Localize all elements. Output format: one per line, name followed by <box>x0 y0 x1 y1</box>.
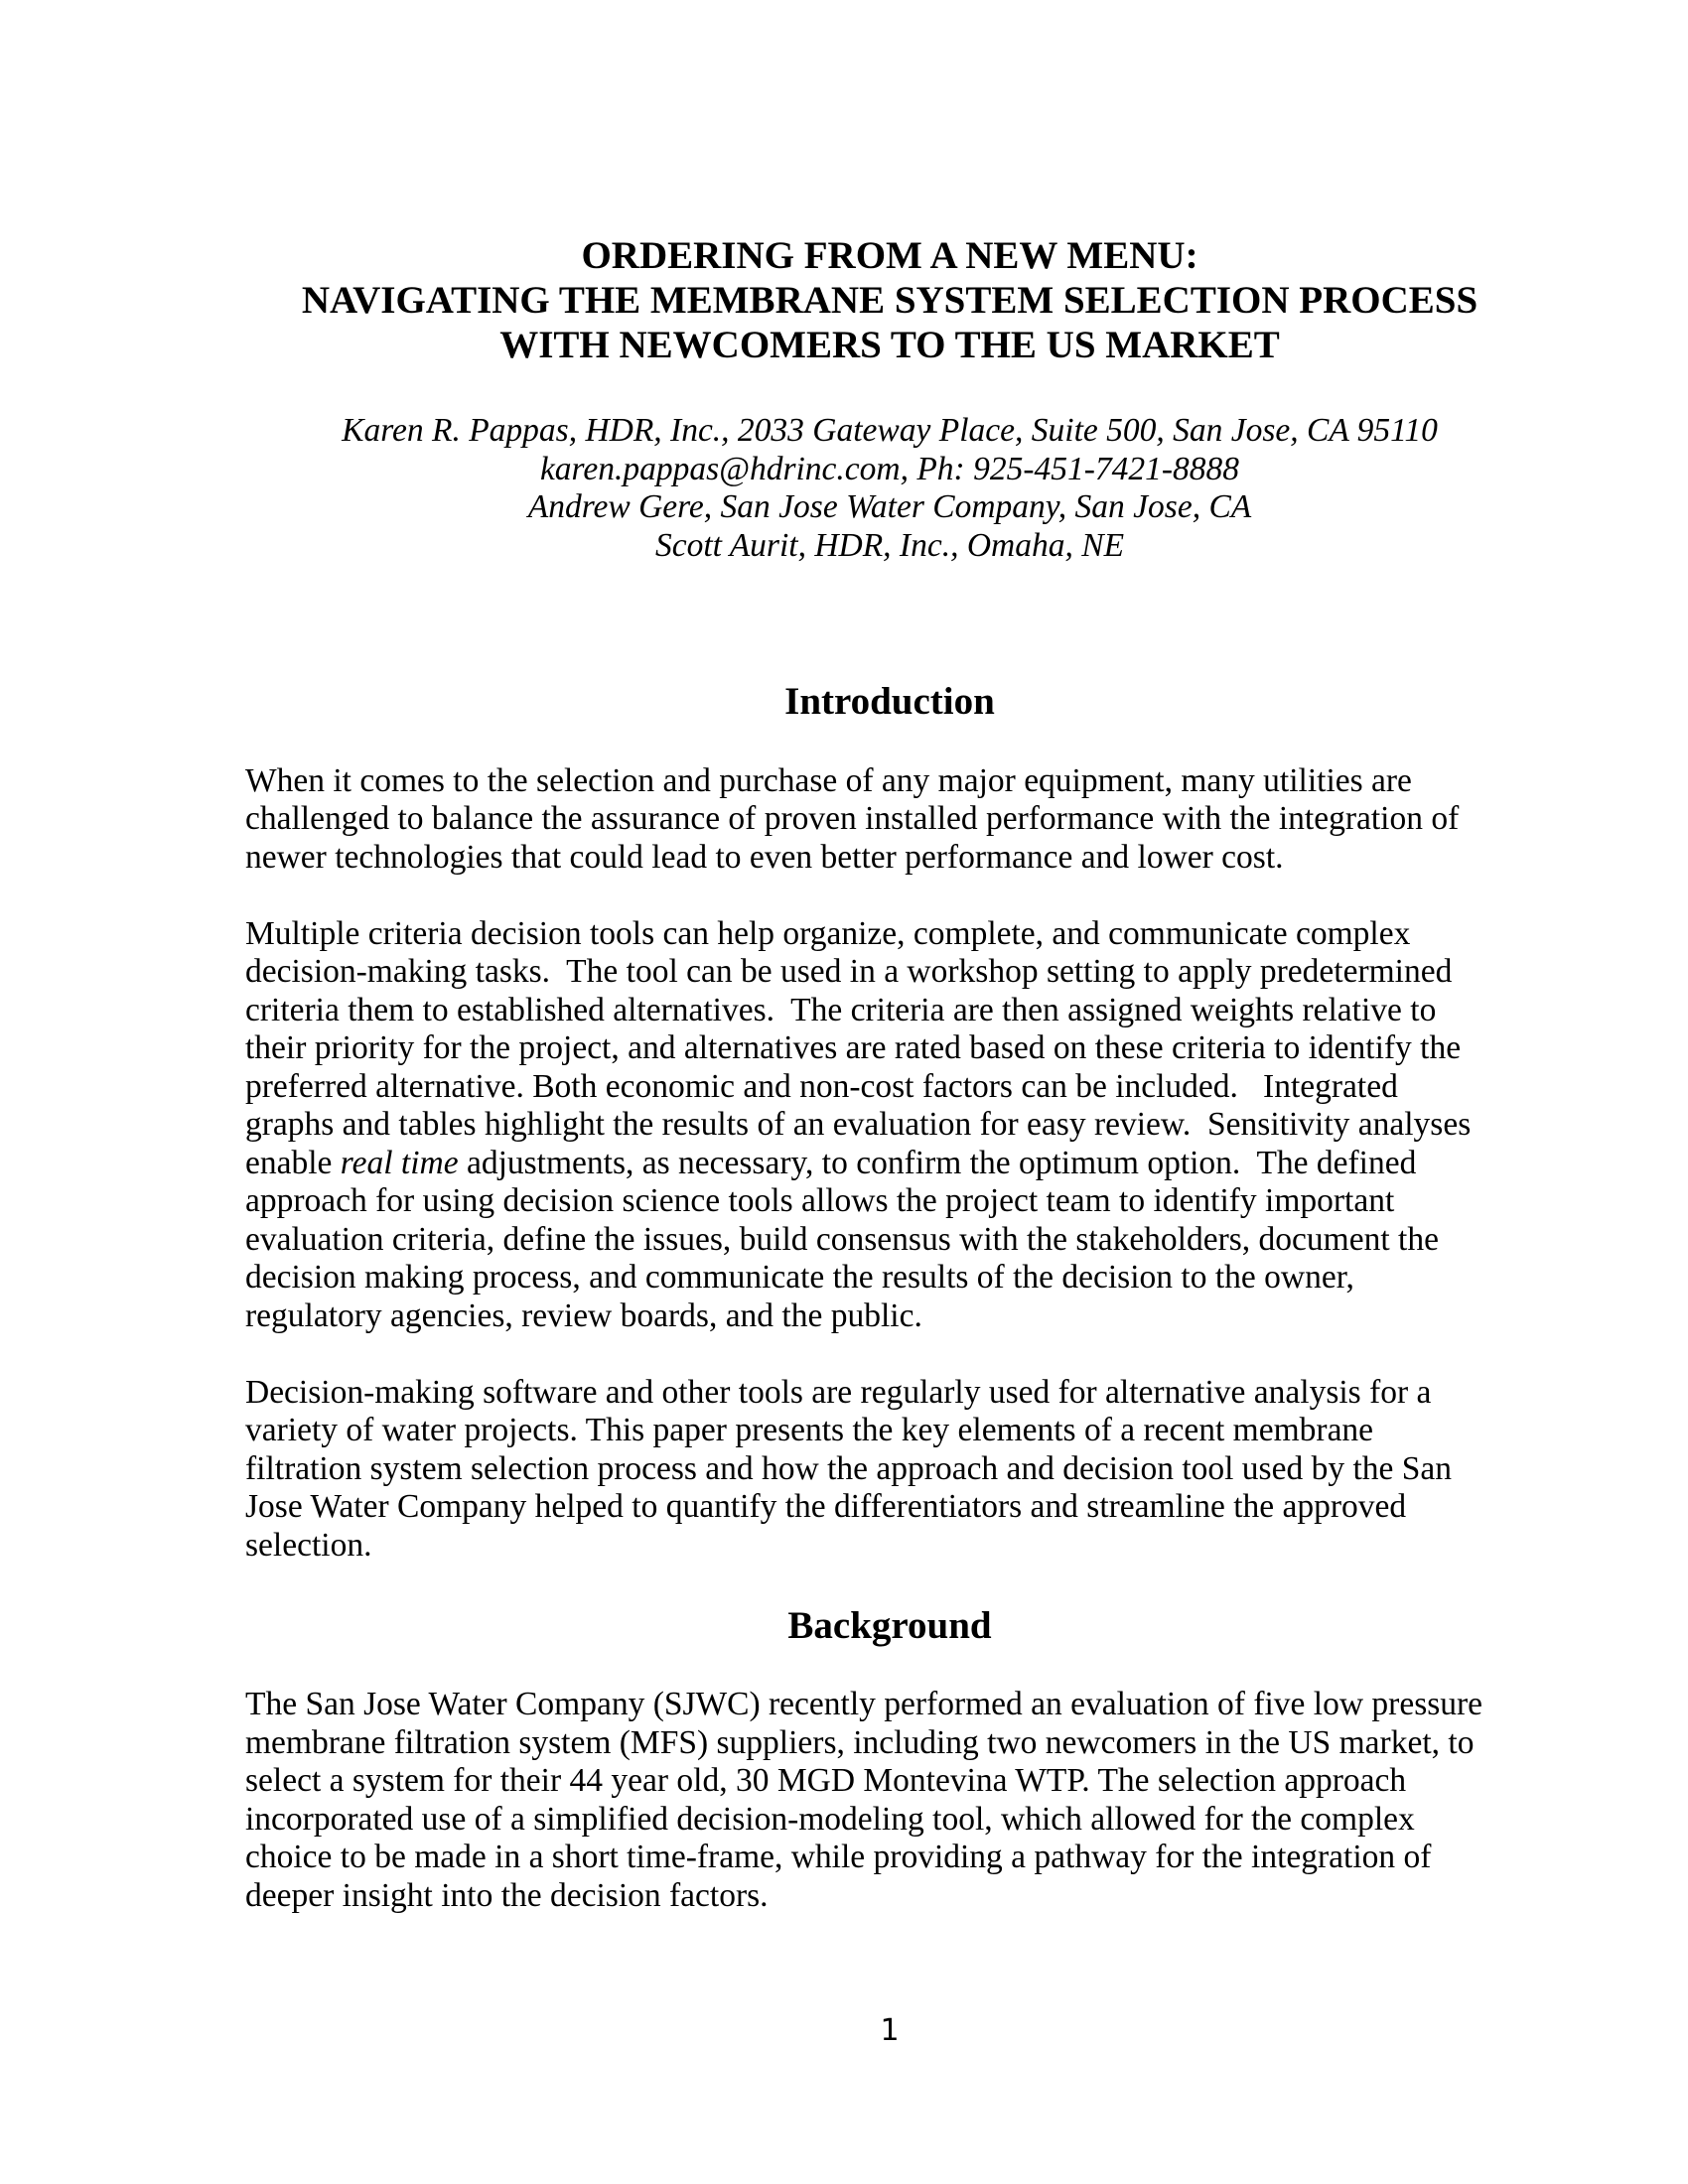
text-line: karen.pappas@hdrinc.com, Ph: 925-451-7421-8888 <box>539 450 1240 487</box>
paper-title <box>245 233 1534 367</box>
text-line <box>245 1145 1534 1183</box>
text-line: graphs and tables highlight the results of an evaluation for easy review. Sensitivity analyses <box>245 1106 1472 1143</box>
text-line: incorporated use of a simplified decision-modeling tool, which allowed for the complex <box>245 1800 1415 1838</box>
page-number: 1 <box>880 2013 900 2048</box>
text-line: approach for using decision science tools allows the project team to identify important <box>245 1182 1395 1219</box>
text-line: decision-making tasks. The tool can be used in a workshop setting to apply predetermined <box>245 953 1453 990</box>
text-line: evaluation criteria, define the issues, build consensus with the stakeholders, document the <box>245 1220 1439 1258</box>
text-line: regulatory agencies, review boards, and the public. <box>245 1297 922 1334</box>
background-paragraph-1 <box>245 1686 1534 1915</box>
text-line: When it comes to the selection and purchase of any major equipment, many utilities are <box>245 761 1412 799</box>
text-line: Decision-making software and other tools are regularly used for alternative analysis for a <box>245 1373 1432 1411</box>
text-line: membrane filtration system (MFS) suppliers, including two newcomers in the US market, to <box>245 1723 1475 1761</box>
text-line: filtration system selection process and how the approach and decision tool used by the San <box>245 1449 1453 1487</box>
intro-paragraph-1 <box>245 762 1534 878</box>
text-line: WITH NEWCOMERS TO THE US MARKET <box>499 324 1280 366</box>
intro-paragraph-3 <box>245 1374 1534 1566</box>
page-content <box>245 0 1534 1915</box>
text-line: selection. <box>245 1526 372 1564</box>
text-line: challenged to balance the assurance of proven installed performance with the integration of <box>245 800 1460 837</box>
text-line: deeper insight into the decision factors. <box>245 1876 769 1914</box>
italic-text-segment: real time <box>340 1144 459 1181</box>
text-line: preferred alternative. Both economic and non-cost factors can be included. Integrated <box>245 1067 1398 1105</box>
text-line: Karen R. Pappas, HDR, Inc., 2033 Gateway Place, Suite 500, San Jose, CA 95110 <box>342 412 1438 449</box>
text-segment: enable <box>245 1144 341 1181</box>
section-heading-introduction: Introduction <box>784 680 995 723</box>
text-line: NAVIGATING THE MEMBRANE SYSTEM SELECTION PROCESS <box>301 279 1478 322</box>
text-line: decision making process, and communicate the results of the decision to the owner, <box>245 1259 1354 1296</box>
text-line: ORDERING FROM A NEW MENU: <box>581 234 1198 277</box>
text-line: Andrew Gere, San Jose Water Company, San Jose, CA <box>527 488 1252 525</box>
section-heading-background: Background <box>787 1603 992 1647</box>
text-line: select a system for their 44 year old, 30 MGD Montevina WTP. The selection approach <box>245 1762 1407 1799</box>
text-segment: adjustments, as necessary, to confirm the optimum option. The defined <box>458 1144 1417 1181</box>
text-line: variety of water projects. This paper presents the key elements of a recent membrane <box>245 1412 1374 1448</box>
author-block <box>245 412 1534 565</box>
text-line: choice to be made in a short time-frame, while providing a pathway for the integration of <box>245 1839 1432 1875</box>
text-line: The San Jose Water Company (SJWC) recently performed an evaluation of five low pressure <box>245 1686 1483 1722</box>
text-line: newer technologies that could lead to even better performance and lower cost. <box>245 838 1284 876</box>
text-line: their priority for the project, and alternatives are rated based on these criteria to identify the <box>245 1029 1462 1066</box>
text-line: Multiple criteria decision tools can help organize, complete, and communicate complex <box>245 914 1411 952</box>
text-line: Jose Water Company helped to quantify the differentiators and streamline the approved <box>245 1488 1407 1525</box>
text-line: criteria them to established alternatives. The criteria are then assigned weights relative to <box>245 991 1437 1028</box>
intro-paragraph-2 <box>245 915 1534 1336</box>
text-line: Scott Aurit, HDR, Inc., Omaha, NE <box>654 526 1125 564</box>
